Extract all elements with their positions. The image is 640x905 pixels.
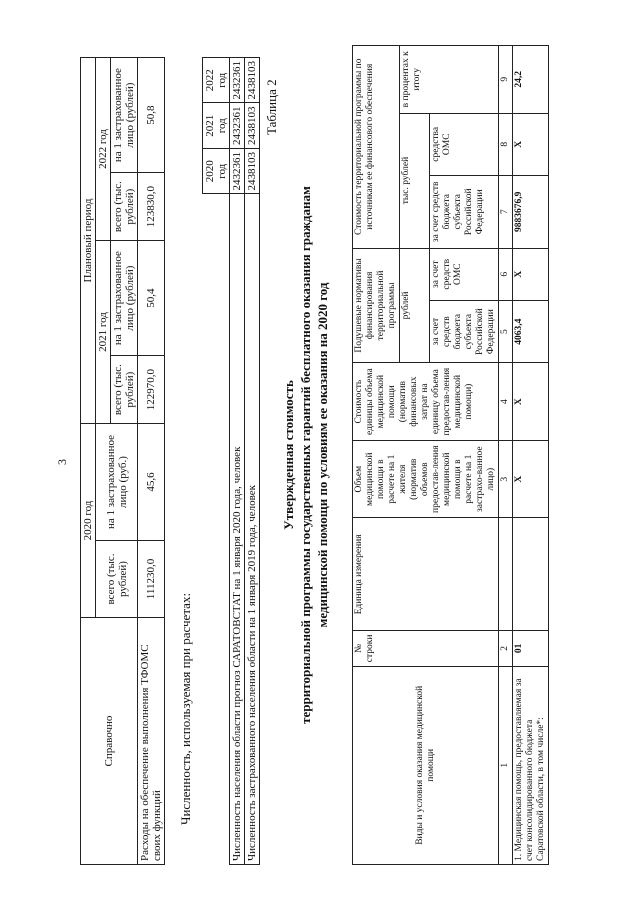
col-num-7: 7 (499, 176, 513, 249)
header-total-budget: за счет средств бюджета субъекта Российской Федерации (430, 176, 499, 249)
col-num-5: 5 (499, 300, 513, 362)
population-row-label: Численность населения области прогноз САРАТОВСТАТ на 1 января 2020 года, человек (230, 194, 245, 865)
row1-percap-budget: 4063,4 (513, 300, 549, 362)
expenses-table (80, 57, 165, 865)
value-2022-total: 123830,0 (138, 173, 165, 241)
header-y2021: 2021 год (203, 103, 230, 149)
title-line-2: территориальной программы государственных гарантий бесплатного оказания гражданам (298, 186, 313, 724)
col-num-6: 6 (499, 248, 513, 300)
header-2022: 2022 год (96, 58, 111, 241)
value-2022-per1: 50,8 (138, 58, 165, 173)
insured-2020: 2438103 (245, 149, 260, 195)
header-percent: в процентах к итогу (400, 46, 499, 114)
header-per1-2020: на 1 застрахованное лицо (руб.) (96, 424, 138, 541)
insured-2021: 2438103 (245, 103, 260, 149)
population-table (202, 57, 260, 865)
header-reference: Справочно (81, 618, 138, 865)
row1-percap-oms: Х (513, 248, 549, 300)
row1-label: 1. Медицинская помощь, предоставляемая за счет консолидированного бюджета Саратовской области, в том числе*: (513, 666, 549, 864)
header-kinds: Виды и условия оказания медицинской помощи (353, 666, 499, 864)
header-total-oms: средства ОМС (430, 113, 499, 175)
row1-num: 01 (513, 631, 549, 666)
value-2020-total: 111230,0 (138, 541, 165, 618)
title-line-3: медицинской помощи по условиям ее оказания на 2020 год (315, 282, 330, 628)
header-per1-2022: на 1 застрахованное лицо (рублей) (111, 58, 138, 173)
row-label: Расходы на обеспечение выполнения ТФОМС своих функций (138, 618, 165, 865)
row1-unit (513, 518, 549, 631)
value-2021-total: 122970,0 (138, 356, 165, 424)
insured-row-label: Численность застрахованного населения области на 1 января 2019 года, человек (245, 194, 260, 865)
header-percap: Подушевые нормативы финансирования территориальной программы (353, 248, 400, 363)
row1-percent: 24,2 (513, 46, 549, 114)
page-number: 3 (55, 459, 69, 465)
population-2020: 2432361 (230, 149, 245, 195)
header-percap-budget: за счет средств бюджета субъекта Российской Федерации (430, 300, 499, 362)
col-num-8: 8 (499, 113, 513, 175)
header-cost: Стоимость единицы объема медицинской помощи (норматив финансовых затрат на единицу объема предостав-ления медицинской помощи) (353, 363, 499, 441)
header-2021: 2021 год (96, 241, 111, 424)
header-y2022: 2022 год (203, 58, 230, 104)
header-total-cost: Стоимость территориальной программы по источникам ее финансового обеспечения (353, 46, 400, 249)
value-2021-per1: 50,4 (138, 241, 165, 356)
col-num-1: 1 (499, 666, 513, 864)
col-num-2b (499, 518, 513, 631)
col-num-4: 4 (499, 363, 513, 441)
population-heading: Численность, используемая при расчетах: (178, 592, 193, 825)
header-percap-oms: за счет средств ОМС (430, 248, 499, 300)
program-cost-table (352, 45, 549, 865)
header-2020: 2020 год (81, 424, 96, 618)
row1-total-oms: Х (513, 113, 549, 175)
title-line-1: Утвержденная стоимость (281, 380, 296, 530)
header-total-2022: всего (тыс. рублей) (111, 173, 138, 241)
table-caption: Таблица 2 (264, 79, 279, 135)
insured-2022: 2438103 (245, 58, 260, 104)
header-rownum: № строки (353, 631, 499, 666)
population-2022: 2432361 (230, 58, 245, 104)
table-title (280, 45, 331, 865)
population-2021: 2432361 (230, 103, 245, 149)
header-y2020: 2020 год (203, 149, 230, 195)
header-total-2020: всего (тыс. рублей) (96, 541, 138, 618)
row1-volume: Х (513, 440, 549, 518)
row1-cost: Х (513, 363, 549, 441)
header-percap-unit: рублей (400, 248, 430, 363)
col-num-3: 3 (499, 440, 513, 518)
col-num-9: 9 (499, 46, 513, 114)
col-num-2: 2 (499, 631, 513, 666)
header-plan-period: Плановый период (81, 58, 96, 424)
row1-total-budget: 9883676,9 (513, 176, 549, 249)
header-volume: Объем медицинской помощи в расчете на 1 жителя (норматив объемов предостав-ления медицинской помощи в расчете на 1 застрахо-ванное лицо) (353, 440, 499, 518)
value-2020-per1: 45,6 (138, 424, 165, 541)
header-unit: Единица измерения (353, 518, 499, 631)
header-thous: тыс. рублей (400, 113, 430, 248)
header-total-2021: всего (тыс. рублей) (111, 356, 138, 424)
header-per1-2021: на 1 застрахованное лицо (рублей) (111, 241, 138, 356)
